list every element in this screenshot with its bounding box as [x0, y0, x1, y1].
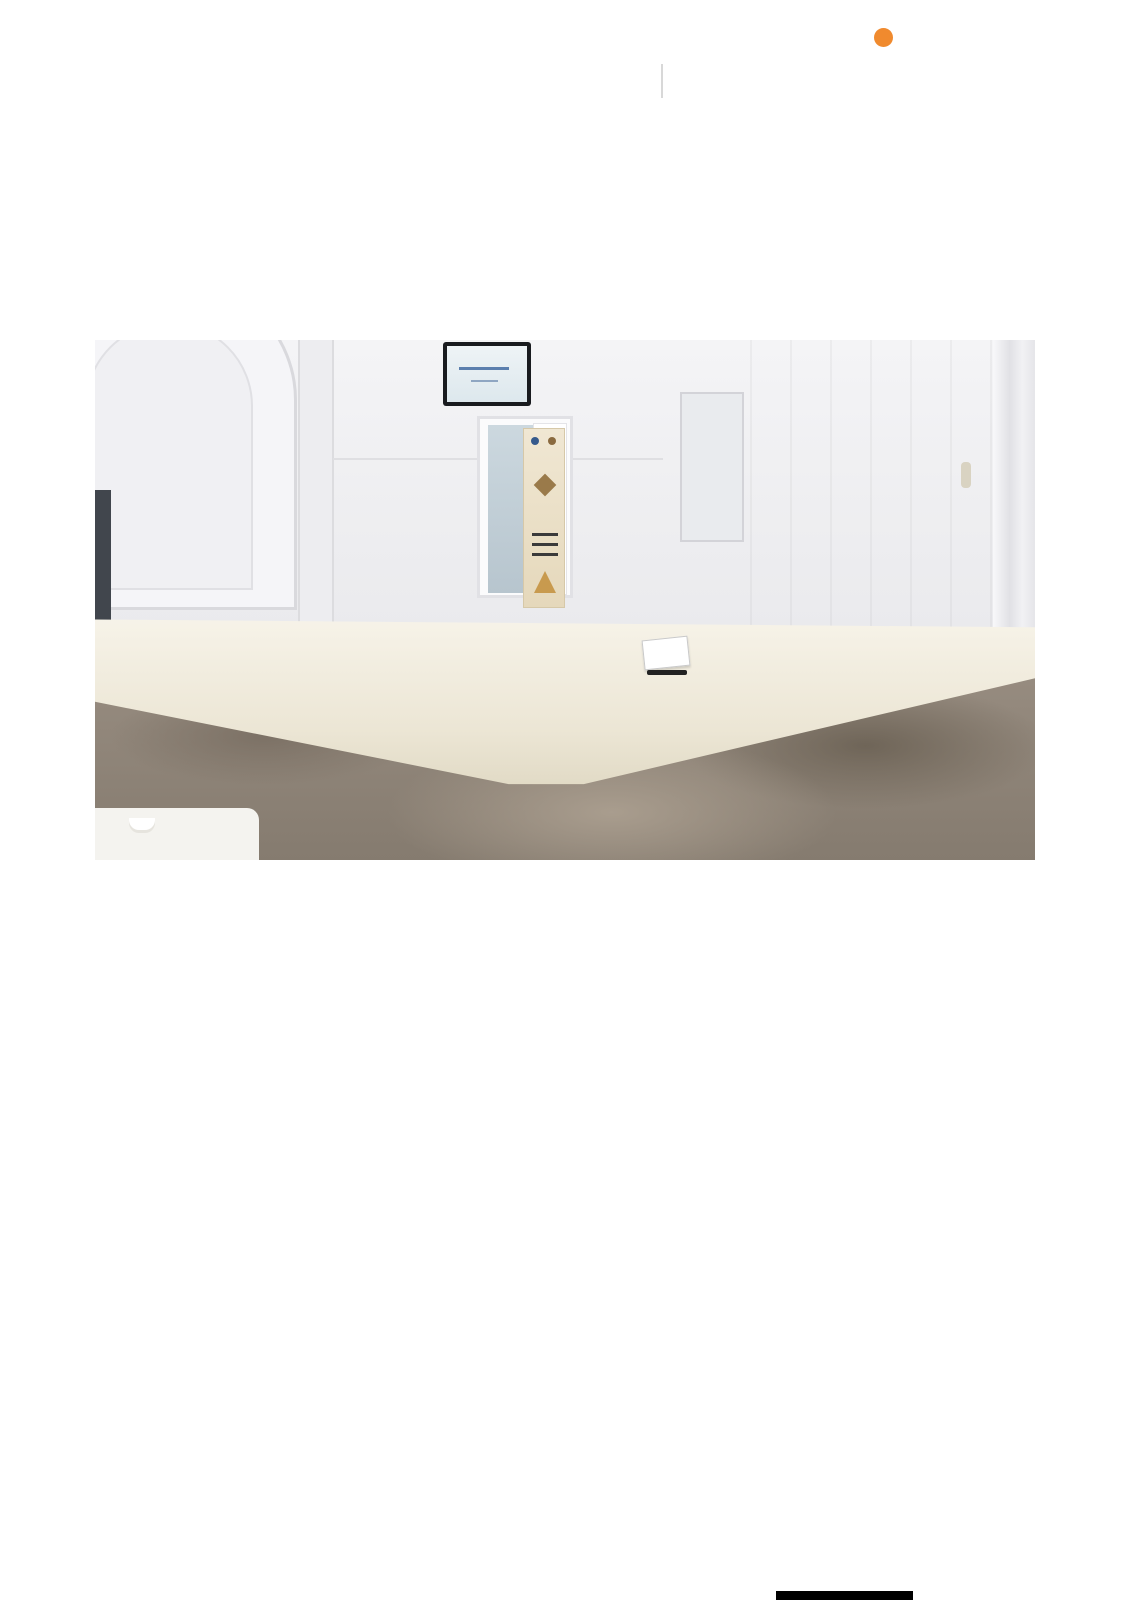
- wall-lamp-icon: [961, 462, 971, 488]
- wall-recess: [680, 392, 744, 542]
- table-name-card: [642, 636, 691, 671]
- event-rollup-banner: [523, 428, 565, 608]
- article-photo: [95, 340, 1035, 860]
- banner-ornament: [534, 571, 556, 593]
- screen-text-line: [471, 380, 498, 382]
- banner-calligraphy-motif: [534, 474, 557, 497]
- banner-text-line: [532, 533, 558, 536]
- header-divider: [661, 64, 663, 98]
- banner-text-line: [532, 543, 558, 546]
- wall-panels: [750, 340, 1000, 640]
- curtain: [993, 340, 1035, 672]
- side-doorway: [95, 490, 111, 640]
- logo-orange-dot-icon: [874, 28, 893, 47]
- screen-text-line: [459, 367, 509, 370]
- presentation-screen: [443, 342, 531, 406]
- name-card-stand: [647, 670, 687, 675]
- newspaper-logo[interactable]: [675, 20, 1105, 132]
- presentation-screen-content: [447, 346, 527, 402]
- board-chairman-block: [467, 48, 657, 57]
- foreground-table: [95, 808, 259, 860]
- wall-arch-inner: [95, 340, 253, 590]
- bottom-media-bar: [776, 1591, 913, 1600]
- banner-text-line: [532, 553, 558, 556]
- editor-in-chief-block: [265, 48, 455, 57]
- banner-logo-icon: [531, 437, 539, 445]
- banner-logo-icon: [548, 437, 556, 445]
